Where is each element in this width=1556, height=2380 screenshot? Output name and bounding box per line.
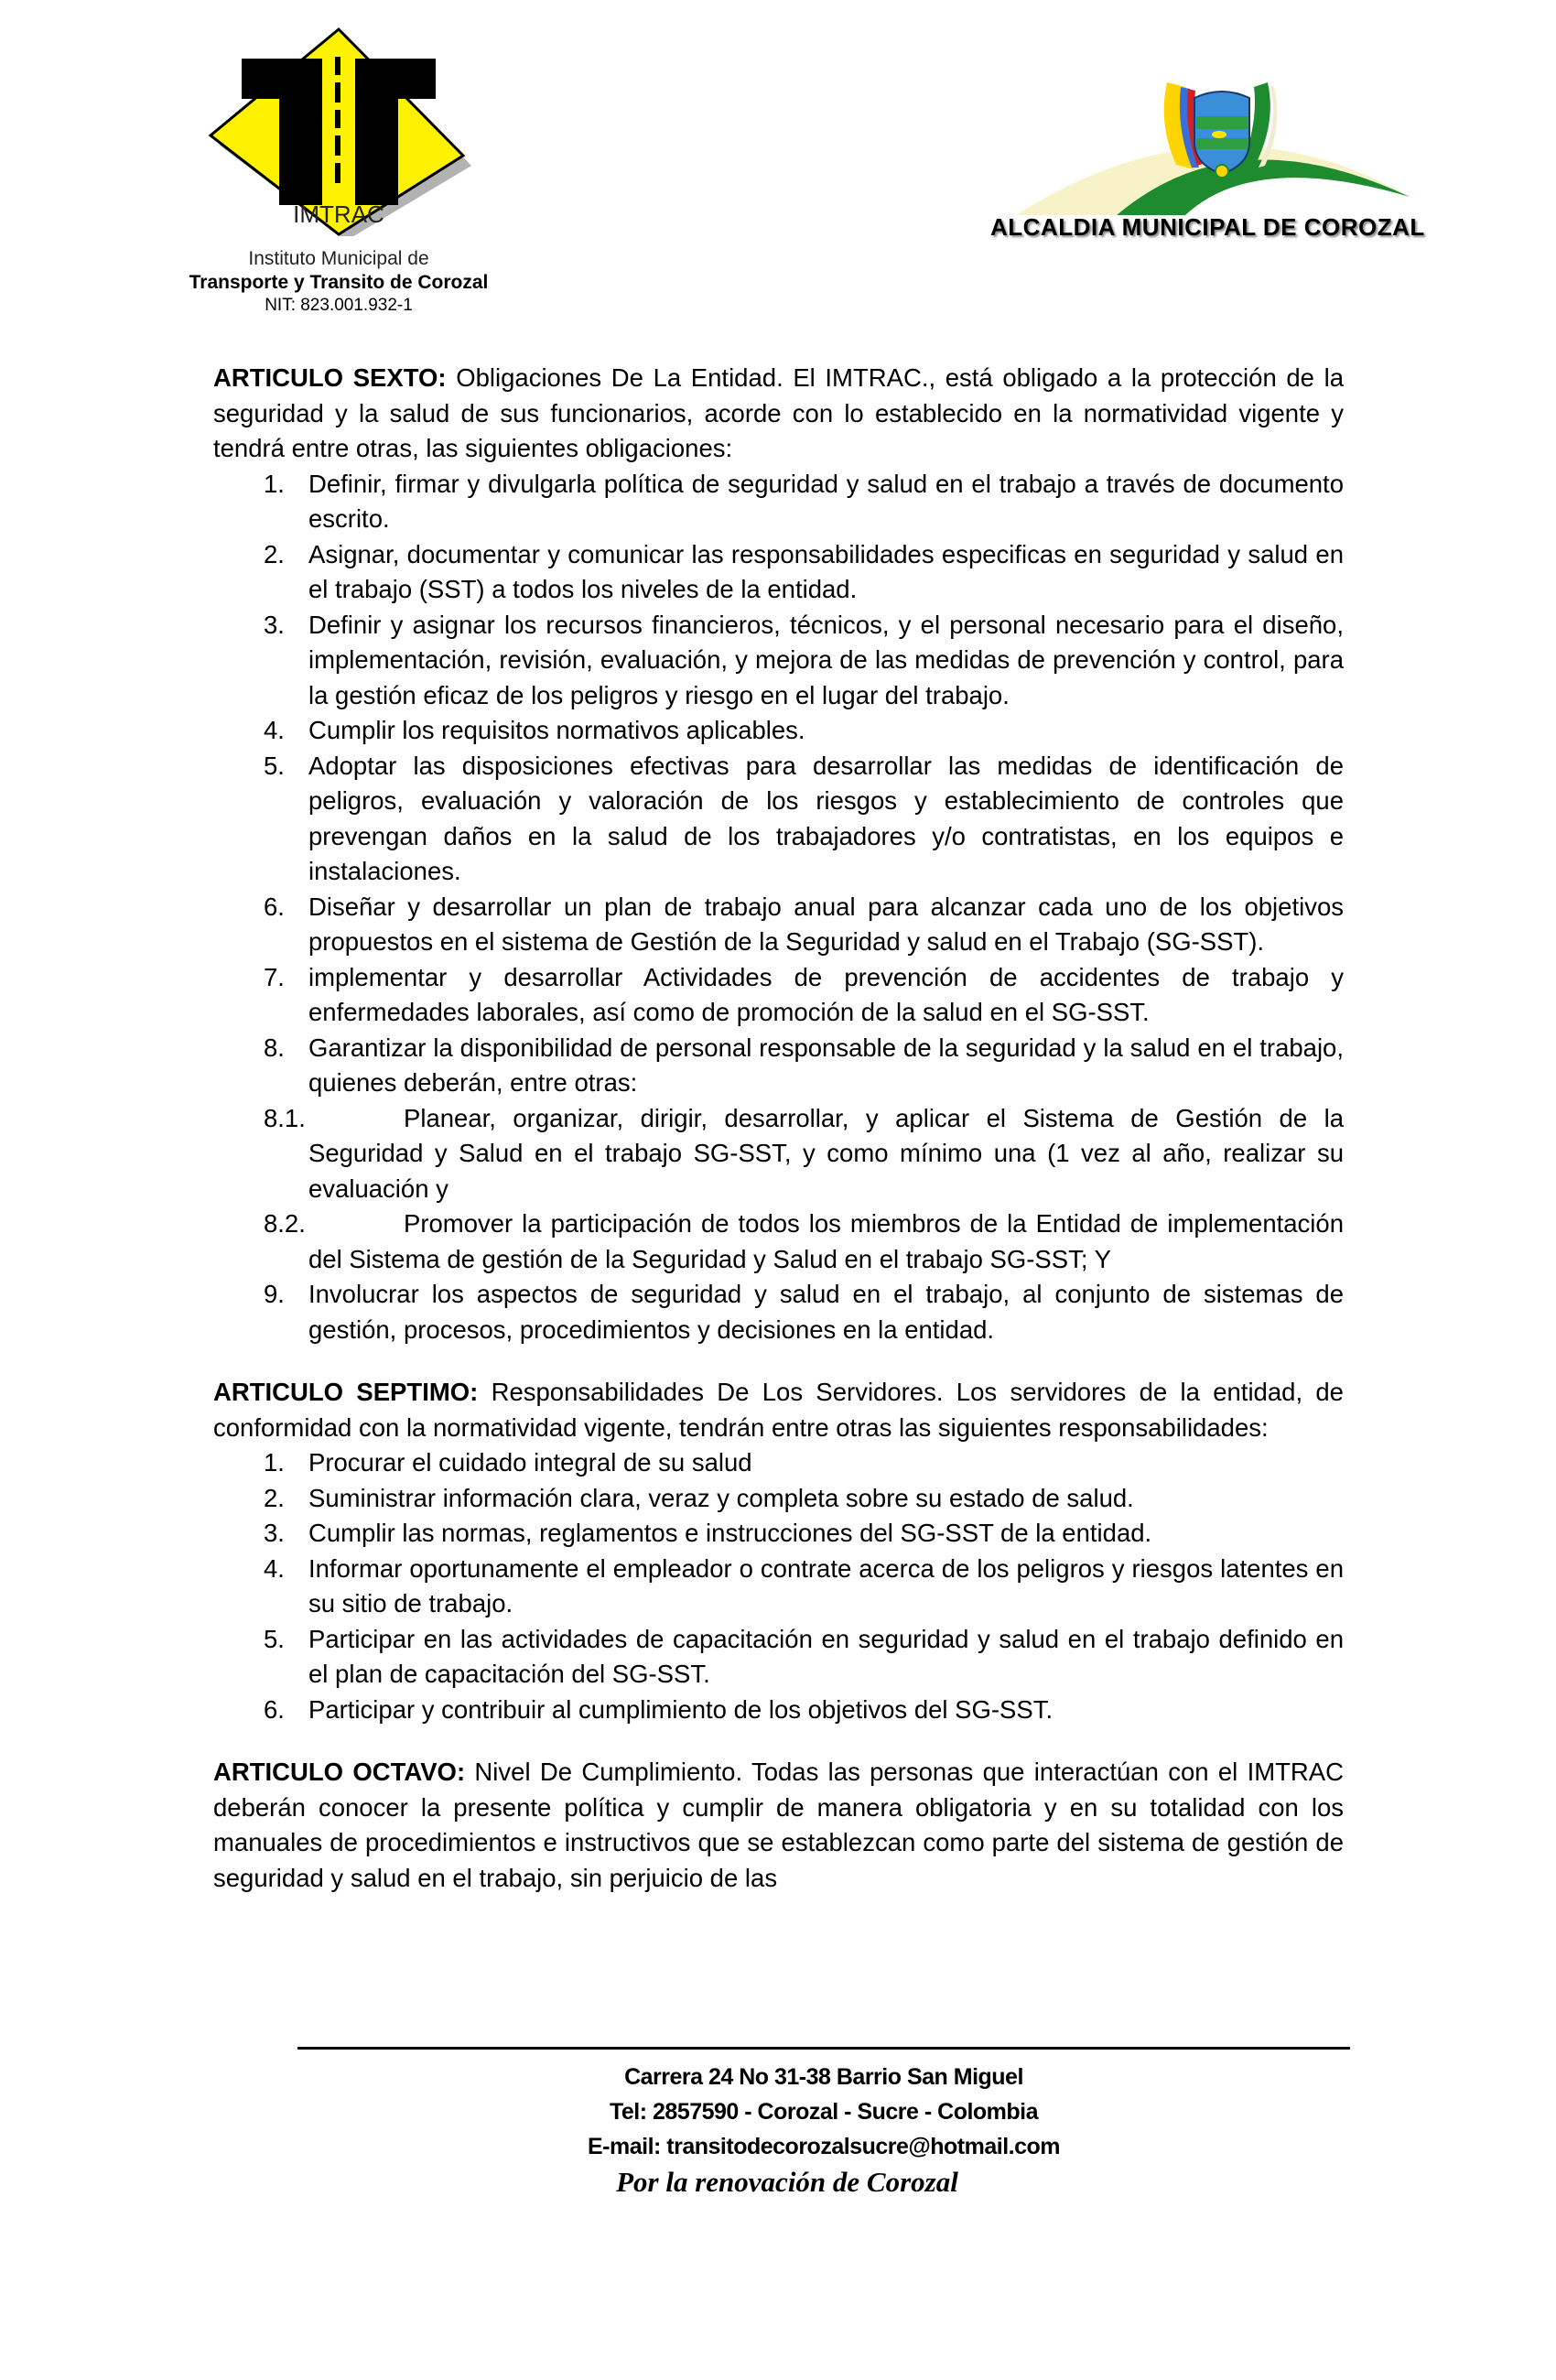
list-item: 8. Garantizar la disponibilidad de personal responsable de la seguridad y la salud en el trabajo, quienes deberán, entre otras: bbox=[264, 1033, 1344, 1097]
alcaldia-header bbox=[979, 50, 1455, 241]
article-intro-text: Nivel De Cumplimiento. Todas las personas que interactúan con el IMTRAC deberán conocer la presente política y cumplir de manera obligatoria y en su totalidad con los manuales de procedimientos e instructivos que se establezcan como parte del sistema de gestión de seguridad y salud en el trabajo, sin perjuicio de las bbox=[213, 1758, 1344, 1892]
list-item: 1. Procurar el cuidado integral de su salud bbox=[264, 1448, 752, 1477]
article-title: ARTICULO OCTAVO: bbox=[213, 1758, 466, 1786]
footer-phone: Tel: 2857590 - Corozal - Sucre - Colombia bbox=[609, 2099, 1039, 2125]
article-intro bbox=[213, 361, 1344, 467]
footer-divider bbox=[297, 2047, 1350, 2050]
list-item: 3. Definir y asignar los recursos financieros, técnicos, y el personal necesario para el diseño, implementación, revisión, evaluación, y mejora de las medidas de prevención y control, para la gestión eficaz de los peligros y riesgo en el lugar del trabajo. bbox=[264, 610, 1344, 709]
list-subitem: 8.2. Promover la participación de todos los miembros de la Entidad de implementación del Sistema de gestión de la Seguridad y Salud en el trabajo SG-SST; Y bbox=[264, 1209, 1344, 1273]
list-item: 3. Cumplir las normas, reglamentos e instrucciones del SG-SST de la entidad. bbox=[264, 1519, 1152, 1547]
obligations-list bbox=[213, 467, 1344, 1348]
alcaldia-coat-of-arms-icon bbox=[979, 50, 1455, 215]
footer-email[interactable]: E-mail: transitodecorozalsucre@hotmail.com bbox=[588, 2134, 1060, 2159]
list-item: 6. Diseñar y desarrollar un plan de trabajo anual para alcanzar cada uno de los objetivos propuestos en el sistema de Gestión de la Seguridad y salud en el Trabajo (SG-SST). bbox=[264, 892, 1344, 956]
list-item: 5. Adoptar las disposiciones efectivas para desarrollar las medidas de identificación de peligros, evaluación y valoración de los riesgos y establecimiento de controles que prevengan daños en la salud de los trabajadores y/o contratistas, en los equipos e instalaciones. bbox=[264, 751, 1344, 885]
imtrac-logo-icon bbox=[201, 26, 476, 236]
alcaldia-title: ALCALDIA MUNICIPAL DE COROZAL bbox=[990, 213, 1425, 241]
list-item: 1. Definir, firmar y divulgarla política de seguridad y salud en el trabajo a través de documento escrito. bbox=[264, 469, 1344, 533]
footer-motto: Por la renovación de Corozal bbox=[616, 2166, 958, 2198]
list-item: 2. Suministrar información clara, veraz y completa sobre su estado de salud. bbox=[264, 1483, 1134, 1512]
responsibilities-list bbox=[213, 1445, 1344, 1727]
article-octavo bbox=[213, 1755, 1344, 1896]
list-item: 4. Cumplir los requisitos normativos aplicables. bbox=[264, 716, 805, 744]
institute-name-line1: Instituto Municipal de bbox=[248, 248, 429, 269]
page-footer bbox=[297, 2060, 1350, 2201]
article-intro-text: Responsabilidades De Los Servidores. Los servidores de la entidad, de conformidad con la normatividad vigente, tendrán entre otras las siguientes responsabilidades: bbox=[213, 1378, 1344, 1442]
article-intro bbox=[213, 1755, 1344, 1896]
list-item: 9. Involucrar los aspectos de seguridad y salud en el trabajo, al conjunto de sistemas de gestión, procesos, procedimientos y decisiones en la entidad. bbox=[264, 1280, 1344, 1344]
article-title: ARTICULO SEPTIMO: bbox=[213, 1378, 479, 1406]
article-intro-text: Obligaciones De La Entidad. El IMTRAC., está obligado a la protección de la seguridad y la salud de sus funcionarios, acorde con lo establecido en la normatividad vigente y tendrá entre otras, las siguientes obligaciones: bbox=[213, 363, 1344, 462]
list-subitem: 8.1. Planear, organizar, dirigir, desarrollar, y aplicar el Sistema de Gestión de la Seguridad y Salud en el trabajo SG-SST, y como mínimo una (1 vez al año, realizar su evaluación y bbox=[264, 1103, 1344, 1203]
list-item: 6. Participar y contribuir al cumplimiento de los objetivos del SG-SST. bbox=[264, 1694, 1054, 1724]
svg-text:IMTRAC: IMTRAC bbox=[293, 200, 384, 228]
document-body bbox=[213, 361, 1344, 1923]
imtrac-header bbox=[178, 26, 499, 317]
list-item: 2. Asignar, documentar y comunicar las responsabilidades especificas en seguridad y salud en el trabajo (SST) a todos los niveles de la entidad. bbox=[264, 539, 1344, 603]
list-item: 7. implementar y desarrollar Actividades de prevención de accidentes de trabajo y enfermedades laborales, así como de promoción de la salud en el SG-SST. bbox=[264, 962, 1344, 1026]
article-title: ARTICULO SEXTO: bbox=[213, 363, 447, 392]
article-intro bbox=[213, 1375, 1344, 1445]
list-item: 5. Participar en las actividades de capacitación en seguridad y salud en el trabajo definido en el plan de capacitación del SG-SST. bbox=[264, 1624, 1344, 1688]
article-sexto bbox=[213, 361, 1344, 1347]
institute-name-line2: Transporte y Transito de Corozal bbox=[189, 272, 489, 293]
article-septimo bbox=[213, 1375, 1344, 1727]
footer-address: Carrera 24 No 31-38 Barrio San Miguel bbox=[624, 2064, 1023, 2090]
list-item: 4. Informar oportunamente el empleador o contrate acerca de los peligros y riesgos latentes en su sitio de trabajo. bbox=[264, 1553, 1344, 1617]
institute-nit: NIT: 823.001.932-1 bbox=[265, 296, 413, 315]
